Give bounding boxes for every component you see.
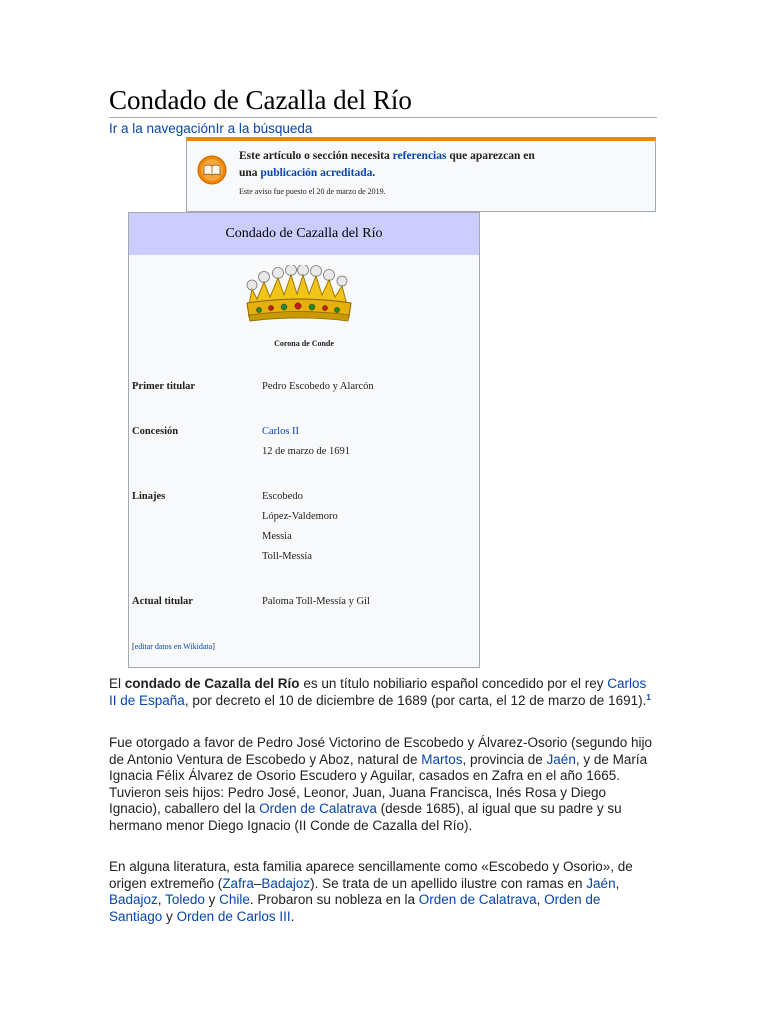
linaje-item: Toll-Messía — [262, 551, 313, 562]
concesion-value — [262, 422, 350, 462]
text: , por decreto el 10 de diciembre de 1689 (por carta, el 12 de marzo de 1691). — [184, 692, 647, 708]
jump-to-search-link[interactable]: Ir a la búsqueda — [215, 121, 313, 136]
text: . — [290, 908, 295, 924]
edit-wikidata-link[interactable]: editar datos en Wikidata — [134, 642, 213, 651]
text: – — [253, 875, 262, 891]
orden-de-calatrava-link[interactable]: Orden de Calatrava — [418, 892, 537, 908]
primer-titular-label: Primer titular — [132, 381, 196, 392]
martos-link[interactable]: Martos — [421, 751, 463, 767]
jump-to-navigation-link[interactable]: Ir a la navegación — [109, 121, 216, 136]
carlos-ii-link[interactable]: Carlos II — [262, 426, 300, 437]
orden-de-calatrava-link[interactable]: Orden de Calatrava — [259, 801, 377, 817]
text: es un título nobiliario español concedido por el rey — [299, 676, 608, 691]
text: , provincia de — [462, 751, 547, 767]
notice-date: Este aviso fue puesto el 20 de marzo de 2019. — [239, 187, 386, 196]
article-subject: condado de Cazalla del Río — [124, 676, 300, 691]
text: (desde 1685), al igual que su padre y su hermano menor Diego Ignacio (II Conde de Cazalla del Río). — [109, 801, 622, 833]
title-divider — [109, 117, 657, 118]
references-link[interactable]: referencias — [392, 150, 447, 162]
text: , — [157, 892, 166, 908]
carlos-ii-de-espana-link[interactable]: Carlos II de España — [109, 676, 647, 708]
wikidata-bracket-open: [ — [132, 642, 135, 651]
notice-line1-suffix: que aparezcan en — [446, 150, 535, 162]
paragraph-lineage — [109, 859, 657, 925]
jump-links — [109, 120, 312, 137]
linaje-item: López-Valdemoro — [262, 511, 338, 522]
page-title: Condado de Cazalla del Río — [109, 85, 412, 115]
toledo-link[interactable]: Toledo — [165, 892, 205, 908]
paragraph-history — [109, 735, 657, 835]
book-icon — [197, 155, 227, 185]
text: El — [109, 676, 125, 691]
text: Fue otorgado a favor de Pedro José Victorino de Escobedo y Álvarez-Osorio (segundo hijo de Antonio Ventura de Escobedo y Aboz, natural de — [109, 735, 653, 767]
orden-de-carlos-iii-link[interactable]: Orden de Carlos III — [176, 908, 291, 924]
references-notice — [186, 137, 656, 212]
actual-titular-label: Actual titular — [132, 596, 193, 607]
paragraph-intro — [109, 676, 657, 709]
linajes-values — [262, 487, 338, 567]
wikidata-bracket-close: ] — [212, 642, 215, 651]
text: . Probaron su nobleza en la — [249, 892, 419, 908]
linaje-item: Escobedo — [262, 491, 303, 502]
jaen-link[interactable]: Jaén — [586, 875, 616, 891]
text: y — [162, 908, 177, 924]
image-caption: Corona de Conde — [274, 339, 334, 348]
linajes-label: Linajes — [132, 491, 166, 502]
wikidata-edit — [132, 642, 215, 651]
notice-line1-prefix: Este artículo o sección necesita — [239, 150, 393, 162]
chile-link[interactable]: Chile — [219, 892, 250, 908]
text: ). Se trata de un apellido ilustre con ramas en — [310, 875, 587, 891]
orden-de-santiago-link[interactable]: Orden de Santiago — [109, 892, 601, 924]
accredited-publication-link[interactable]: publicación acreditada — [260, 167, 373, 179]
text: , — [615, 875, 620, 891]
reference-1-link[interactable]: 1 — [646, 692, 651, 702]
badajoz-link[interactable]: Badajoz — [261, 875, 311, 891]
text: En alguna literatura, esta familia aparece sencillamente como «Escobedo y Osorio», de origen extremeño ( — [109, 859, 633, 891]
text: , y de María Ignacia Félix Álvarez de Osorio Escudero y Aguilar, casados en Zafra en el año 1665. Tuvieron seis hijos: Pedro José, Leonor, Juan, Juana Francisca, Inés Rosa y Diego Ignacio), caballero del la — [109, 751, 648, 817]
jaen-link[interactable]: Jaén — [546, 751, 576, 767]
zafra-link[interactable]: Zafra — [222, 875, 254, 891]
primer-titular-value: Pedro Escobedo y Alarcón — [262, 381, 374, 392]
concesion-date: 12 de marzo de 1691 — [262, 446, 351, 457]
badajoz-link[interactable]: Badajoz — [109, 892, 158, 908]
linaje-item: Messia — [262, 531, 292, 542]
notice-text — [239, 148, 644, 182]
text: y — [204, 892, 220, 908]
infobox-title: Condado de Cazalla del Río — [129, 213, 479, 255]
notice-line2-prefix: una — [239, 167, 261, 179]
actual-titular-value: Paloma Toll-Messía y Gil — [262, 596, 370, 607]
notice-line2-suffix: . — [372, 167, 376, 179]
text: , — [536, 892, 545, 908]
concesion-label: Concesión — [132, 426, 179, 437]
infobox — [128, 212, 480, 668]
count-crown-image[interactable] — [243, 265, 357, 327]
